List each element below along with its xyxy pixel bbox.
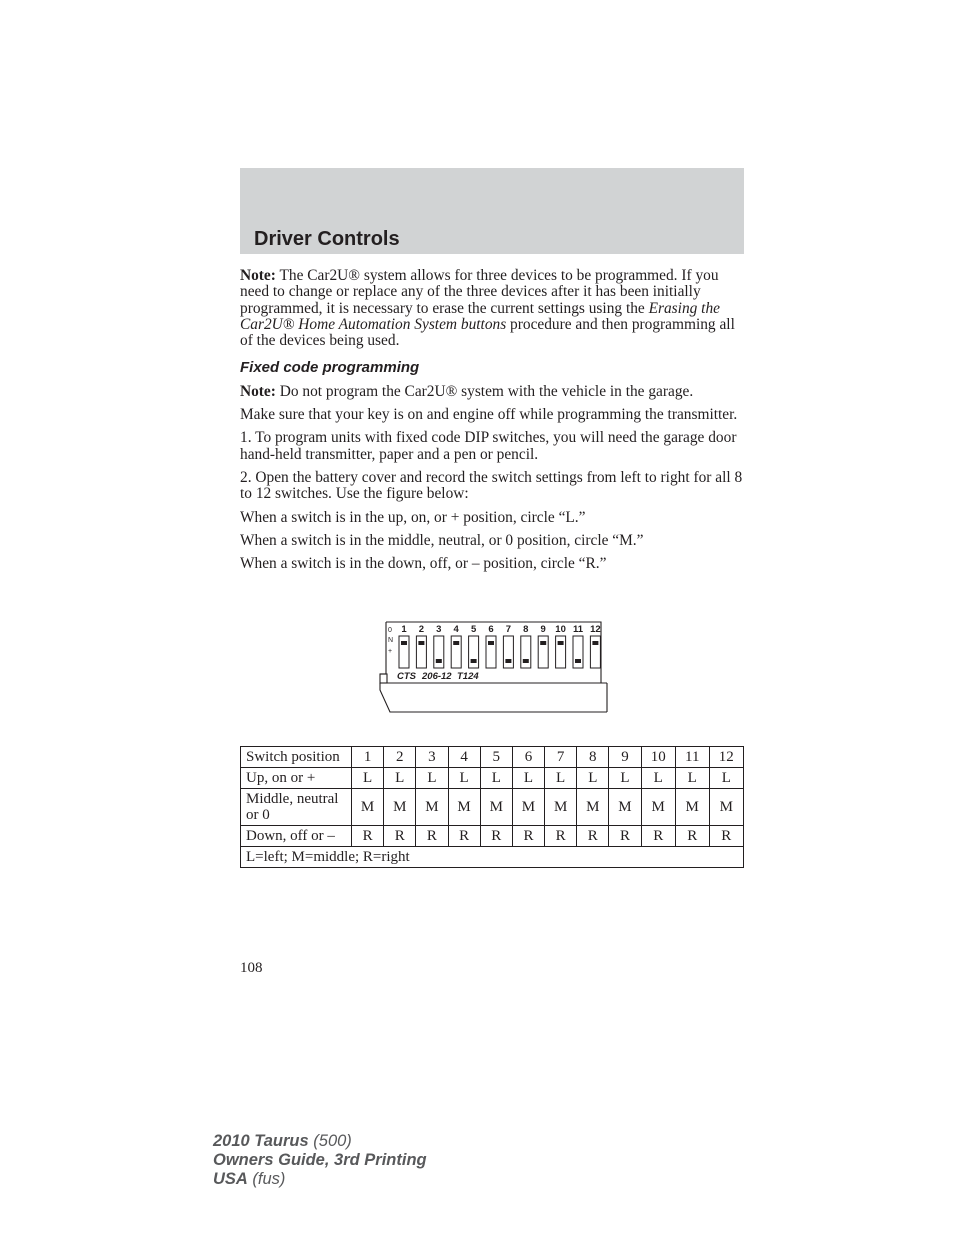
switch-number-label: 1 [401,624,407,635]
header-cell-switch-number: 3 [416,747,448,768]
paragraph: When a switch is in the middle, neutral, or 0 position, circle “M.” [240,531,644,549]
footer-edition: Owners Guide, 3rd Printing [213,1151,427,1169]
dip-switch-knob [540,641,546,645]
dip-switch-slot [451,636,461,668]
table-header-row [241,747,744,768]
setting-cell: R [512,826,544,847]
setting-cell: L [352,768,384,789]
dip-switch-slot [416,636,426,668]
dip-switch-slot [469,636,479,668]
dip-switch-slot [590,636,600,668]
header-cell-switch-number: 6 [512,747,544,768]
switch-number-label: 12 [590,624,601,635]
setting-cell: M [675,789,709,826]
switch-number-label: 10 [555,624,566,635]
header-cell-switch-number: 9 [609,747,641,768]
dip-switch-slot [521,636,531,668]
setting-cell: L [416,768,448,789]
setting-cell: M [641,789,675,826]
figure-caption-model: 206-12 [422,671,452,682]
setting-cell: L [480,768,512,789]
setting-cell: R [577,826,609,847]
footer-model-code: (500) [308,1132,352,1150]
figure-caption-brand: CTS [397,671,416,682]
setting-cell: M [609,789,641,826]
setting-cell: M [416,789,448,826]
setting-cell: M [352,789,384,826]
setting-cell: M [384,789,416,826]
switch-settings-table [240,746,744,868]
dip-switch-slot [434,636,444,668]
setting-cell: R [609,826,641,847]
setting-cell: R [416,826,448,847]
setting-cell: R [545,826,577,847]
dip-switch-slot [573,636,583,668]
footer-model: 2010 Taurus [213,1132,309,1150]
note-label: Note: [240,382,276,400]
setting-cell: M [480,789,512,826]
switch-number-label: 4 [453,624,459,635]
setting-cell: R [352,826,384,847]
setting-cell: R [448,826,480,847]
note-text-b: procedure and then programming all of the devices being used. [240,315,735,350]
side-label-zero: 0 [388,627,392,634]
dip-switch-figure [379,620,609,715]
header-cell-switch-number: 1 [352,747,384,768]
dip-switch-knob [488,641,494,645]
footer-line-model [213,1132,427,1151]
switch-number-label: 6 [488,624,494,635]
procedure-reference: Erasing the Car2U® Home Automation System buttons [240,299,720,333]
setting-cell: M [512,789,544,826]
page-number: 108 [240,960,263,976]
side-label-neutral: N [388,637,394,644]
body-content [240,268,744,579]
header-cell-switch-position: Switch position [241,747,352,768]
side-label-plus: + [388,648,393,655]
setting-cell: L [641,768,675,789]
dip-switch-knob [418,641,424,645]
dip-switch-knob [505,659,511,663]
setting-cell: L [609,768,641,789]
row-label-cell: Down, off or – [241,826,352,847]
setting-cell: R [675,826,709,847]
setting-cell: M [448,789,480,826]
setting-cell: M [577,789,609,826]
dip-switch-slot [486,636,496,668]
table-row [241,768,744,789]
dip-switch-knob [401,641,407,645]
table-legend-row [241,847,744,868]
footer-line-edition [213,1151,427,1170]
switch-number-label: 2 [418,624,425,635]
header-cell-switch-number: 10 [641,747,675,768]
footer-region-code: (fus) [247,1170,286,1188]
switch-number-label: 9 [540,624,546,635]
dip-switch-knob [471,659,477,663]
table-row [241,789,744,826]
header-cell-switch-number: 2 [384,747,416,768]
subheading: Fixed code programming [240,359,420,377]
dip-switch-knob [558,641,564,645]
paragraph: When a switch is in the up, on, or + position, circle “L.” [240,508,586,526]
switch-number-label: 7 [505,624,512,635]
legend-cell: L=left; M=middle; R=right [241,847,744,868]
switch-number-label: 5 [470,624,477,635]
section-header-band [240,168,744,254]
dip-switch-slot [538,636,548,668]
setting-cell: M [709,789,743,826]
dip-switch-slot [503,636,513,668]
header-cell-switch-number: 8 [577,747,609,768]
paragraph: 1. To program units with fixed code DIP switches, you will need the garage door hand-held transmitter, paper and a pen or pencil. [240,429,737,463]
setting-cell: M [545,789,577,826]
footer-publication-info [213,1132,427,1189]
dip-switch-knob [523,659,529,663]
setting-cell: L [675,768,709,789]
paragraph: When a switch is in the down, off, or – position, circle “R.” [240,555,607,573]
row-label-cell: Middle, neutral or 0 [241,789,352,826]
setting-cell: R [709,826,743,847]
setting-cell: R [384,826,416,847]
header-cell-switch-number: 11 [675,747,709,768]
header-cell-switch-number: 7 [545,747,577,768]
setting-cell: L [577,768,609,789]
dip-switch-knob [436,659,442,663]
note-paragraph [240,268,744,349]
switch-number-label: 11 [572,624,584,635]
switch-number-label: 8 [523,624,529,635]
dip-switch-knob [592,641,598,645]
table-row [241,826,744,847]
setting-cell: L [709,768,743,789]
dip-switch-slot [399,636,409,668]
row-label-cell: Up, on or + [241,768,352,789]
figure-caption-code: T124 [457,671,479,682]
garage-note-paragraph [240,384,744,400]
footer-region: USA [213,1170,248,1188]
note-text-a: The Car2U® system allows for three devices to be programmed. If you need to change or replace any of the three devices after it has been initially programmed, it is necessary to erase the current settings using the [240,267,719,317]
dip-switch-knob [453,641,459,645]
setting-cell: R [480,826,512,847]
header-cell-switch-number: 4 [448,747,480,768]
dip-switch-knob [575,659,581,663]
setting-cell: L [384,768,416,789]
setting-cell: L [512,768,544,789]
header-cell-switch-number: 5 [480,747,512,768]
paragraph: Make sure that your key is on and engine off while programming the transmitter. [240,406,738,424]
dip-switch-slot [556,636,566,668]
footer-line-region [213,1170,427,1189]
setting-cell: L [545,768,577,789]
garage-note-text: Do not program the Car2U® system with the vehicle in the garage. [275,382,694,400]
section-title: Driver Controls [254,228,400,250]
switch-group [399,624,601,668]
header-cell-switch-number: 12 [709,747,743,768]
paragraph: 2. Open the battery cover and record the switch settings from left to right for all 8 to 12 switches. Use the figure below: [240,468,743,503]
setting-cell: R [641,826,675,847]
setting-cell: L [448,768,480,789]
note-label: Note: [240,267,276,284]
switch-number-label: 3 [436,624,442,635]
